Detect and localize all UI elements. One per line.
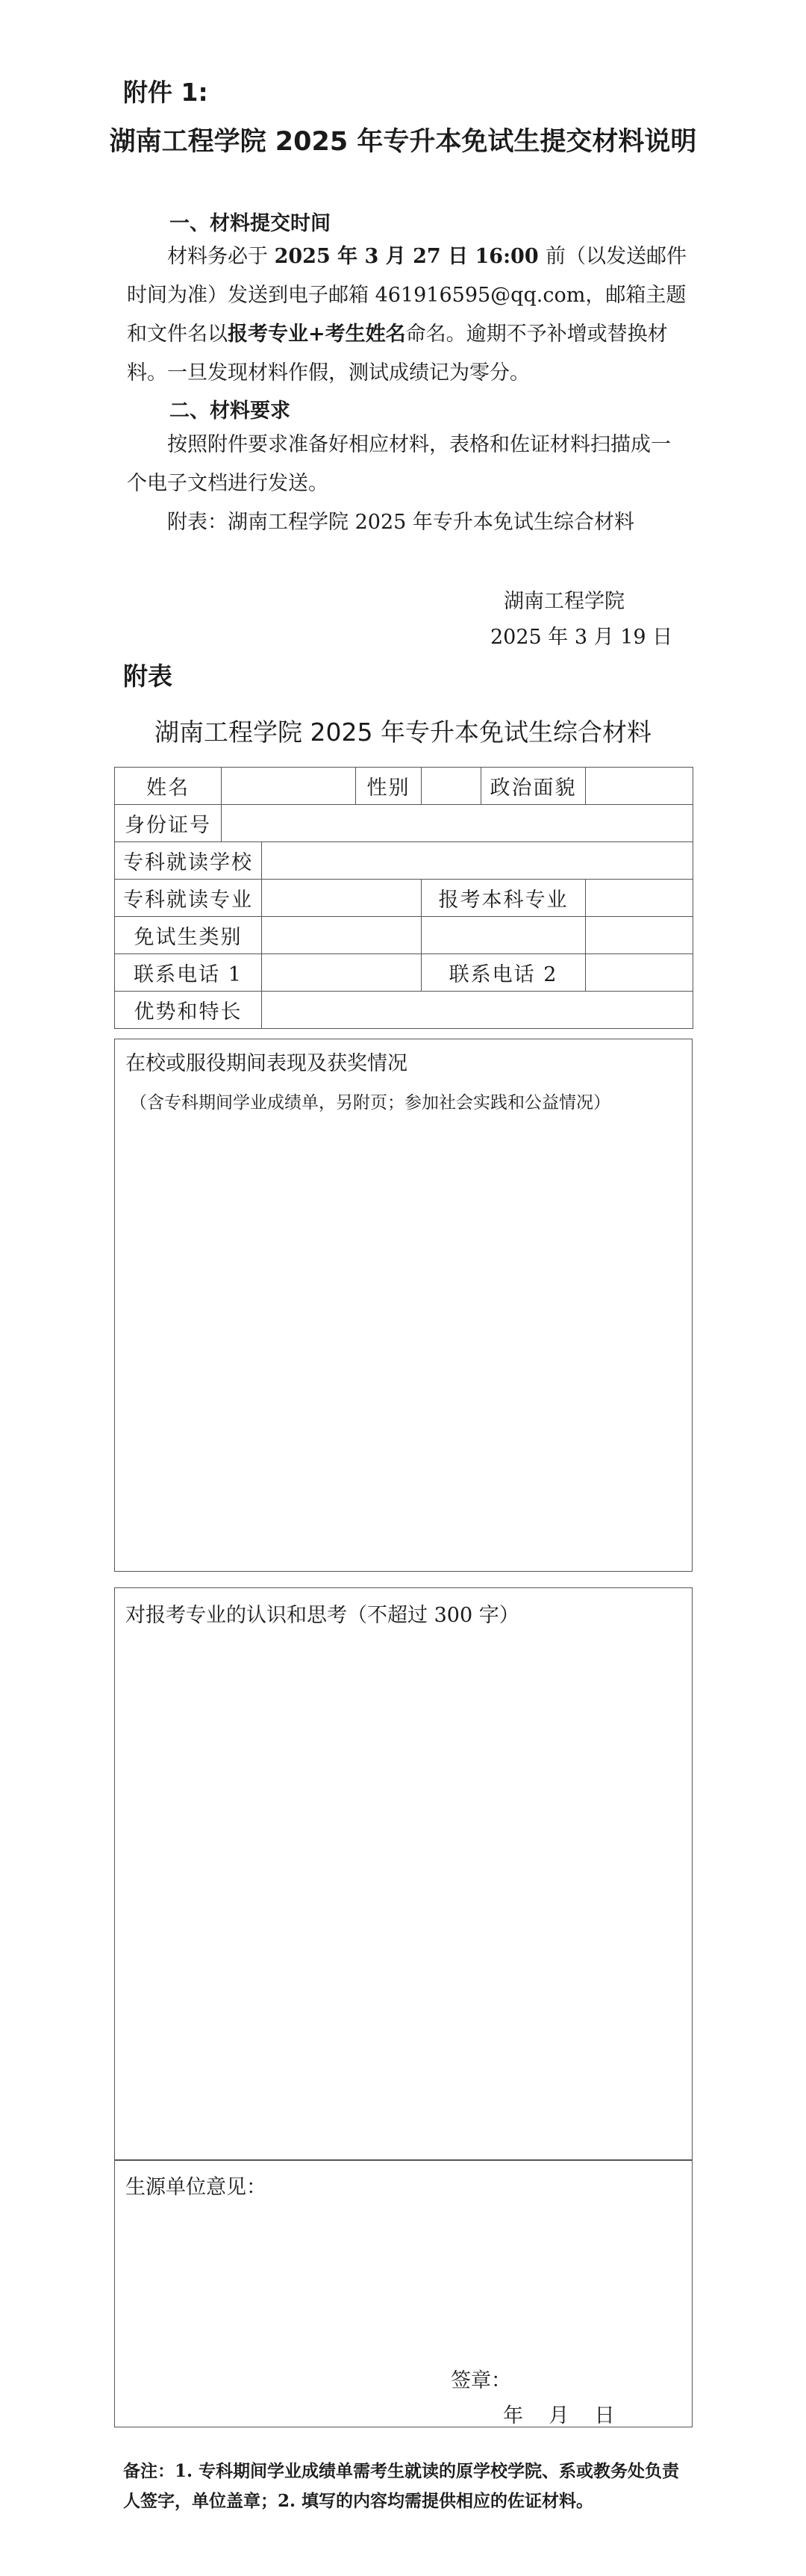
- form-title: 湖南工程学院 2025 年专升本免试生综合材料: [154, 718, 652, 747]
- phone1-label: 联系电话 1: [115, 954, 262, 992]
- signature-org: 湖南工程学院: [504, 590, 625, 613]
- date-label: 年 月 日: [503, 2404, 615, 2427]
- notice-title: 湖南工程学院 2025 年专升本免试生提交材料说明: [109, 127, 697, 157]
- name-field[interactable]: [222, 768, 356, 805]
- college-school-field[interactable]: [262, 842, 693, 880]
- appendix-label: 附表: [123, 662, 172, 691]
- performance-label: 在校或服役期间表现及获奖情况: [125, 1052, 407, 1075]
- exempt-category-field[interactable]: [262, 917, 422, 954]
- college-major-label: 专科就读专业: [115, 880, 262, 917]
- phone1-field[interactable]: [262, 954, 422, 992]
- table-row: [115, 880, 693, 917]
- performance-hint: （含专科期间学业成绩单，另附页；参加社会实践和公益情况）: [130, 1093, 610, 1113]
- attachment-label: 附件 1:: [123, 78, 208, 107]
- section1-text-a: 材料务必于: [167, 245, 275, 268]
- blank-cell: [586, 917, 693, 954]
- gender-field[interactable]: [422, 768, 481, 805]
- table-row: [115, 805, 693, 842]
- gender-label: 性别: [356, 768, 422, 805]
- table-row: [115, 768, 693, 805]
- target-major-label: 报考本科专业: [422, 880, 586, 917]
- table-row: [115, 954, 693, 992]
- phone2-field[interactable]: [586, 954, 693, 992]
- appendix-note: 附表：湖南工程学院 2025 年专升本免试生综合材料: [167, 511, 634, 534]
- table-row: [115, 917, 693, 954]
- source-unit-box[interactable]: [114, 2159, 693, 2427]
- section1-heading: 一、材料提交时间: [169, 212, 331, 235]
- exempt-category-label: 免试生类别: [115, 917, 262, 954]
- id-number-field[interactable]: [222, 805, 693, 842]
- reflection-label: 对报考专业的认识和思考（不超过 300 字）: [125, 1604, 519, 1627]
- section2-paragraph: [127, 426, 690, 503]
- section1-text-c: 命名。逾期不予补增或替换材料。一旦发现材料作假，测试成绩记为零分。: [127, 323, 668, 385]
- blank-cell: [422, 917, 586, 954]
- deadline-text: 2025 年 3 月 27 日 16:00: [274, 245, 546, 268]
- college-major-field[interactable]: [262, 880, 422, 917]
- section2-text: 按照附件要求准备好相应材料，表格和佐证材料扫描成一个电子文档进行发送。: [127, 433, 671, 495]
- reflection-box[interactable]: [114, 1587, 693, 2161]
- target-major-field[interactable]: [586, 880, 693, 917]
- signature-label: 签章：: [451, 2369, 511, 2392]
- political-status-label: 政治面貌: [481, 768, 586, 805]
- strengths-field[interactable]: [262, 992, 693, 1029]
- signature-date: 2025 年 3 月 19 日: [490, 626, 673, 649]
- performance-box[interactable]: [114, 1039, 693, 1572]
- section1-text-b: 前（以发送邮件时间为准）发送到电子邮箱 461916595@qq.com，邮箱主题和文件名以: [127, 245, 687, 346]
- strengths-label: 优势和特长: [115, 992, 262, 1029]
- info-table: [114, 767, 693, 1029]
- id-number-label: 身份证号: [115, 805, 222, 842]
- section1-paragraph: [127, 237, 690, 393]
- remark-note: 备注：1. 专科期间学业成绩单需考生就读的原学校学院、系或教务处负责人签字，单位盖章；2. 填写的内容均需提供相应的佐证材料。: [123, 2461, 680, 2511]
- name-label: 姓名: [115, 768, 222, 805]
- table-row: [115, 992, 693, 1029]
- section2-heading: 二、材料要求: [169, 399, 290, 423]
- source-unit-label: 生源单位意见：: [125, 2176, 266, 2199]
- college-school-label: 专科就读学校: [115, 842, 262, 880]
- table-row: [115, 842, 693, 880]
- political-status-field[interactable]: [586, 768, 693, 805]
- naming-rule: 报考专业+考生姓名: [228, 323, 406, 346]
- appendix-note-paragraph: [127, 503, 690, 542]
- phone2-label: 联系电话 2: [422, 954, 586, 992]
